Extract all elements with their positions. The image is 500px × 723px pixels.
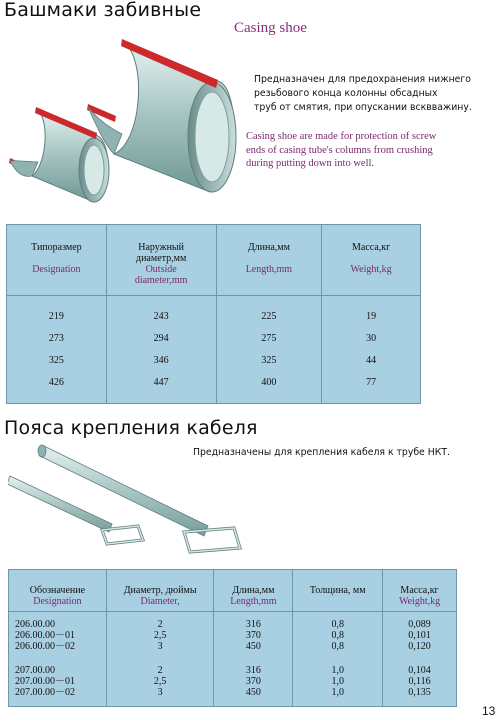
cell: 207.00.00－01 (15, 676, 75, 687)
long-belt-shape (38, 445, 240, 552)
header-weight: Масса,кг Weight,kg (383, 570, 457, 612)
cell: 30 (366, 333, 377, 344)
desc-ru-line: резьбового конца колонны обсадных (254, 88, 438, 99)
casing-spec-table (6, 224, 421, 404)
cell: 370 (245, 676, 261, 687)
column-diameter (106, 296, 216, 404)
cell: 275 (261, 333, 277, 344)
casing-title-en: Casing shoe (234, 20, 307, 36)
cell: 450 (245, 687, 261, 698)
cell: 19 (366, 311, 377, 322)
cell: 207.00.00 (15, 665, 55, 676)
cell: 3 (157, 641, 163, 652)
cable-description-ru: Предназначены для крепления кабеля к трубе НКТ. (193, 447, 450, 458)
header-diameter: Наружный диаметр,мм Outside diameter,mm (106, 225, 216, 296)
column-weight (322, 296, 421, 404)
header-weight: Масса,кг Weight,kg (322, 225, 421, 296)
cell: 1,0 (331, 687, 344, 698)
cable-spec-table (8, 569, 457, 707)
column-length (214, 612, 293, 707)
cell: 370 (245, 630, 261, 641)
cell: 206.00.00－02 (15, 641, 75, 652)
cell: 447 (153, 377, 169, 388)
cell: 400 (261, 377, 277, 388)
desc-ru-line: Предназначен для предохранения нижнего (254, 74, 471, 85)
page-number: 13 (482, 704, 496, 718)
column-diameter (106, 612, 214, 707)
cell: 273 (48, 333, 64, 344)
cell: 346 (153, 355, 169, 366)
cell: 225 (261, 311, 277, 322)
cell: 0,8 (331, 630, 344, 641)
column-thickness (293, 612, 383, 707)
cell: 450 (245, 641, 261, 652)
cell: 0,104 (408, 665, 431, 676)
cell: 2 (157, 619, 163, 630)
desc-en-line: during putting down into well. (246, 158, 375, 169)
header-length: Длина,мм Length,mm (214, 570, 293, 612)
cell: 219 (48, 311, 64, 322)
cell: 44 (366, 355, 377, 366)
cell: 1,0 (331, 676, 344, 687)
cell: 0,135 (408, 687, 431, 698)
cable-title: Пояса крепления кабеля (4, 417, 258, 439)
column-designation (7, 296, 107, 404)
header-designation: Обозначение Designation (9, 570, 107, 612)
cell: 2,5 (153, 630, 167, 641)
cell: 2,5 (153, 676, 167, 687)
cell: 3 (157, 687, 163, 698)
cell: 243 (153, 311, 169, 322)
table-header-row (7, 225, 421, 296)
header-diameter: Диаметр, дюймы Diameter, (106, 570, 214, 612)
desc-en-line: Casing shoe are made for protection of screw (246, 131, 437, 142)
casing-description-en (246, 130, 496, 171)
cell: 0,8 (331, 641, 344, 652)
header-thickness: Толщина, мм (293, 570, 383, 612)
cell: 0,101 (408, 630, 431, 641)
cell: 0,116 (408, 676, 431, 687)
cell: 325 (261, 355, 277, 366)
table-body-row (7, 296, 421, 404)
column-weight (383, 612, 457, 707)
column-designation (9, 612, 107, 707)
cell: 0,8 (331, 619, 344, 630)
cable-belt-image (8, 440, 258, 565)
cell: 426 (48, 377, 64, 388)
casing-shoe-image (2, 30, 252, 210)
header-length: Длина,мм Length,mm (216, 225, 322, 296)
cell: 325 (48, 355, 64, 366)
header-designation: Типоразмер Designation (7, 225, 107, 296)
cell: 294 (153, 333, 169, 344)
cell: 207.00.00－02 (15, 687, 75, 698)
table-header-row (9, 570, 457, 612)
cell: 0,120 (408, 641, 431, 652)
cell: 1,0 (331, 665, 344, 676)
cell: 206.00.00 (15, 619, 55, 630)
table-body-row (9, 612, 457, 707)
cell: 206.00.00－01 (15, 630, 75, 641)
column-length (216, 296, 322, 404)
casing-title: Башмаки забивные (4, 0, 202, 21)
desc-ru-line: труб от смятия, при опускании всквважину. (254, 102, 472, 113)
cell: 77 (366, 377, 377, 388)
cell: 0,089 (408, 619, 431, 630)
desc-en-line: ends of casing tube's columns from crushing (246, 144, 433, 156)
casing-description-ru (254, 73, 499, 115)
cell: 316 (245, 619, 261, 630)
cell: 316 (245, 665, 261, 676)
cell: 2 (157, 665, 163, 676)
